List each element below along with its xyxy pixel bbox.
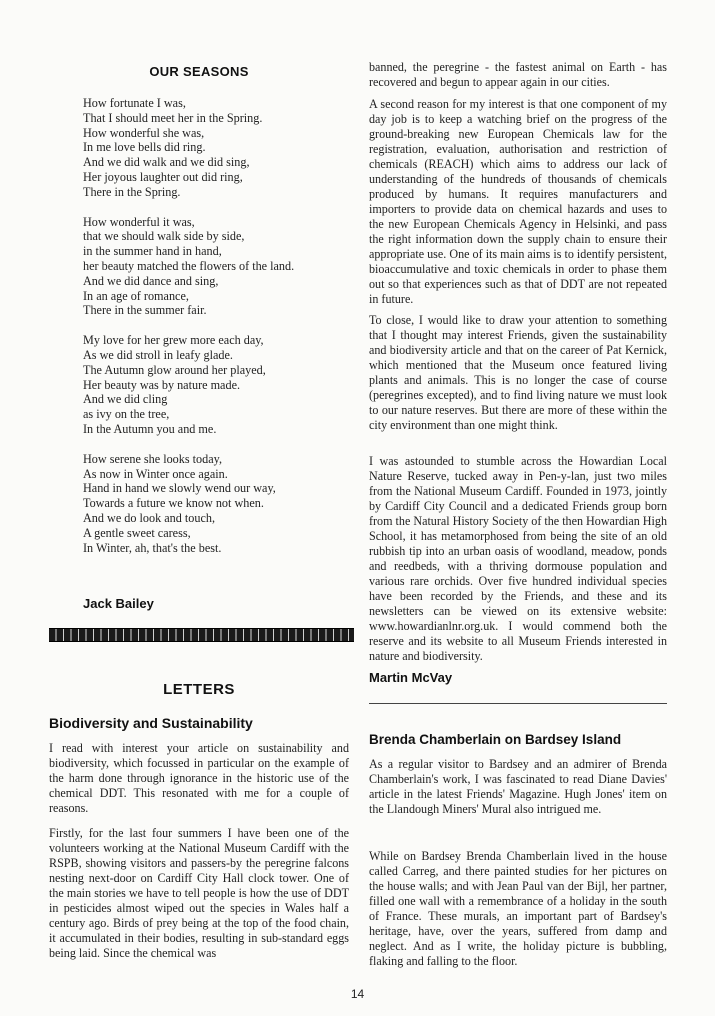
page-number: 14	[350, 987, 365, 1001]
letter-paragraph: As a regular visitor to Bardsey and an admirer of Brenda Chamberlain's work, I was fascinated to read Diane Davies' article in the latest Friends' Magazine. Hugh Jones' item on the Llandough Miners' Mural also intrigued me.	[369, 757, 667, 816]
poem-line: And we did cling	[83, 392, 168, 407]
letter-paragraph: Firstly, for the last four summers I have been one of the volunteers working at the National Museum Cardiff with the RSPB, showing visitors and passers-by the peregrine falcons nesting next-door on Cardiff City Hall clock tower. One of the main stories we have to tell people is how the use of DDT in pesticides almost wiped out the species in Wales half a century ago. Birds of prey being at the top of the food chain, it accumulated in their bodies, resulting in sub-standard eggs being laid. Since the chemical was	[49, 826, 349, 960]
poem-line: There in the Spring.	[83, 184, 181, 199]
poem-line: Hand in hand we slowly wend our way,	[83, 481, 276, 496]
poem-line: that we should walk side by side,	[83, 229, 245, 244]
letter-paragraph: I was astounded to stumble across the Howardian Local Nature Reserve, tucked away in Pen-y-lan, just two miles from the National Museum Cardiff. Founded in 1973, jointly by Cardiff City Council and a dedicated Friends group born from the Natural History Society of the then Howardian High School, it has metamorphosed from being the site of an old rubbish tip into an urban oasis of woodland, meadow, ponds and reedbeds, with a thriving dormouse population and various rare orchids. Over five hundred individual species have been recorded by the Friends, and these and its newsletters can be viewed on its extensive website: www.howardianlnr.org.uk. I would commend both the reserve and its website to all Museum Friends interested in nature and biodiversity.	[369, 454, 667, 663]
letter-paragraph: While on Bardsey Brenda Chamberlain lived in the house called Carreg, and there painted studies for her pictures on the house walls; and with Jean Paul van der Bijl, her partner, filled one wall with a remembrance of a holiday in the south of France. These murals, an important part of Bardsey's heritage, have, over the years, suffered from damp and neglect. And as I write, the holiday picture is bubbling, flaking and falling to the floor.	[369, 849, 667, 968]
poem-line: How fortunate I was,	[83, 96, 186, 110]
letter-paragraph: banned, the peregrine - the fastest animal on Earth - has recovered and begun to appear again in our cities.	[369, 60, 667, 89]
poem-line: How wonderful she was,	[83, 125, 205, 140]
poem-line: And we did walk and we did sing,	[83, 155, 250, 170]
poem-line: A gentle sweet caress,	[83, 525, 191, 540]
poem-line: The Autumn glow around her played,	[83, 362, 266, 377]
poem-line: In Winter, ah, that's the best.	[83, 540, 222, 555]
poem-stanza	[83, 452, 343, 556]
poem-line: My love for her grew more each day,	[83, 333, 264, 348]
poem-line: As now in Winter once again.	[83, 466, 228, 481]
poem-title: OUR SEASONS	[149, 64, 249, 79]
poem-line: There in the summer fair.	[83, 303, 207, 318]
poem-section	[49, 56, 349, 611]
poem-line: And we did dance and sing,	[83, 273, 219, 288]
letter-paragraph: A second reason for my interest is that one component of my day job is to keep a watching brief on the progress of the ground-breaking new European Chemicals law for the registration, evaluation, authorisation and restriction of chemicals (REACH) which aims to address our lack of understanding of the hundreds of thousands of chemicals produced by humans. It requires manufacturers and importers to provide data on chemical hazards and uses to the new European Chemicals Agency in Helsinki, and pass the right information down the supply chain to ensure their appropriate use. One of its main aims is to identify persistent, bioaccumulative and toxic chemicals in order to phase them out so that experiences such as that of DDT are not repeated in future.	[369, 97, 667, 306]
biodiversity-letter-title: Biodiversity and Sustainability	[49, 715, 253, 731]
poem-line: In the Autumn you and me.	[83, 421, 217, 436]
poem-line: As we did stroll in leafy glade.	[83, 347, 233, 362]
letters-heading: LETTERS	[163, 681, 235, 698]
poem-author: Jack Bailey	[83, 596, 154, 611]
poem-line: her beauty matched the flowers of the land.	[83, 258, 295, 273]
poem-stanza	[83, 215, 343, 319]
poem-body	[83, 96, 343, 570]
poem-line: How serene she looks today,	[83, 451, 222, 466]
poem-line: Her beauty was by nature made.	[83, 377, 241, 392]
letter-author: Martin McVay	[369, 670, 453, 685]
section-rule	[369, 703, 667, 704]
letter-paragraph: I read with interest your article on sustainability and biodiversity, which focussed in particular on the example of the harm done through ignorance in the historic use of the chemical DDT. This resonated with me for a couple of reasons.	[49, 741, 349, 815]
poem-line: In an age of romance,	[83, 288, 189, 303]
poem-line: Towards a future we know not when.	[83, 496, 264, 511]
poem-line: in the summer hand in hand,	[83, 244, 222, 259]
poem-line: How wonderful it was,	[83, 214, 195, 229]
decorative-divider	[49, 628, 354, 642]
poem-line: as ivy on the tree,	[83, 407, 170, 422]
poem-line: That I should meet her in the Spring.	[83, 110, 263, 125]
poem-stanza	[83, 96, 343, 200]
poem-stanza	[83, 333, 343, 437]
poem-line: And we do look and touch,	[83, 510, 216, 525]
letter-paragraph: To close, I would like to draw your attention to something that I thought may interest Friends, given the sustainability and biodiversity article and that on the career of Pat Kernick, which mentioned that the Museum once featured living plants and animals. This is no longer the case of course (peregrines excepted), and to find living nature we must look to our nature reserves. But there are more of these within the city environment than one might think.	[369, 313, 667, 432]
brenda-letter-title: Brenda Chamberlain on Bardsey Island	[369, 732, 622, 747]
poem-line: Her joyous laughter out did ring,	[83, 169, 243, 184]
poem-line: In me love bells did ring.	[83, 140, 206, 155]
